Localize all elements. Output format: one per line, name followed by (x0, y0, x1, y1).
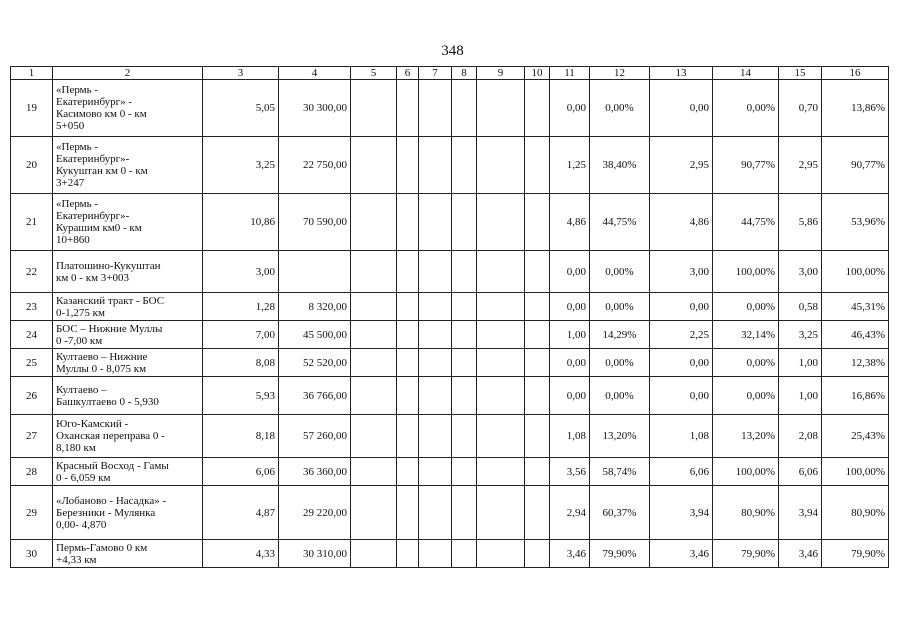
empty-cell (477, 194, 525, 251)
value-cell: 5,86 (779, 194, 822, 251)
value-cell: 8,18 (203, 415, 279, 458)
value-cell: 3,00 (779, 251, 822, 293)
col-header: 11 (550, 67, 590, 80)
value-cell: 0,00 (550, 251, 590, 293)
row-number-cell: 27 (11, 415, 53, 458)
value-cell: 1,00 (779, 349, 822, 377)
value-cell: 6,06 (779, 458, 822, 486)
empty-cell (351, 458, 397, 486)
col-header: 7 (419, 67, 452, 80)
value-cell: 29 220,00 (279, 486, 351, 540)
empty-cell (525, 415, 550, 458)
value-cell: 3,46 (550, 540, 590, 568)
row-number-cell: 21 (11, 194, 53, 251)
value-cell: 0,00 (550, 377, 590, 415)
empty-cell (351, 80, 397, 137)
empty-cell (419, 321, 452, 349)
value-cell: 58,74% (590, 458, 650, 486)
value-cell: 36 766,00 (279, 377, 351, 415)
road-name-cell: Пермь-Гамово 0 км +4,33 км (53, 540, 203, 568)
empty-cell (351, 540, 397, 568)
empty-cell (419, 415, 452, 458)
value-cell (279, 251, 351, 293)
col-header: 10 (525, 67, 550, 80)
row-number-cell: 19 (11, 80, 53, 137)
col-header: 16 (822, 67, 889, 80)
value-cell: 14,29% (590, 321, 650, 349)
page-number: 348 (441, 43, 464, 59)
table-row (11, 321, 889, 349)
value-cell: 0,00% (713, 293, 779, 321)
value-cell: 0,00% (590, 251, 650, 293)
empty-cell (525, 293, 550, 321)
empty-cell (525, 458, 550, 486)
table-row (11, 377, 889, 415)
road-name-cell: Платошино-Кукуштан км 0 - км 3+003 (53, 251, 203, 293)
road-name-cell: «Пермь - Екатеринбург»- Кукуштан км 0 - км 3+247 (53, 137, 203, 194)
empty-cell (419, 377, 452, 415)
road-name-cell: Юго-Камский - Оханская переправа 0 - 8,180 км (53, 415, 203, 458)
value-cell: 6,06 (203, 458, 279, 486)
value-cell: 1,00 (779, 377, 822, 415)
empty-cell (452, 137, 477, 194)
value-cell: 0,00% (713, 377, 779, 415)
value-cell: 16,86% (822, 377, 889, 415)
value-cell: 1,28 (203, 293, 279, 321)
empty-cell (477, 293, 525, 321)
empty-cell (419, 458, 452, 486)
empty-cell (525, 251, 550, 293)
value-cell: 3,46 (779, 540, 822, 568)
value-cell: 70 590,00 (279, 194, 351, 251)
value-cell: 100,00% (822, 458, 889, 486)
empty-cell (419, 251, 452, 293)
col-header: 4 (279, 67, 351, 80)
value-cell: 0,00 (650, 80, 713, 137)
value-cell: 1,00 (550, 321, 590, 349)
value-cell: 2,95 (650, 137, 713, 194)
value-cell: 0,70 (779, 80, 822, 137)
empty-cell (397, 415, 419, 458)
roads-table (10, 66, 889, 568)
empty-cell (525, 137, 550, 194)
value-cell: 0,00 (550, 293, 590, 321)
empty-cell (351, 251, 397, 293)
value-cell: 100,00% (713, 458, 779, 486)
empty-cell (397, 293, 419, 321)
value-cell: 3,94 (779, 486, 822, 540)
empty-cell (397, 540, 419, 568)
empty-cell (452, 377, 477, 415)
empty-cell (397, 377, 419, 415)
col-header: 2 (53, 67, 203, 80)
empty-cell (452, 293, 477, 321)
empty-cell (452, 486, 477, 540)
col-header: 13 (650, 67, 713, 80)
value-cell: 38,40% (590, 137, 650, 194)
value-cell: 32,14% (713, 321, 779, 349)
table-row (11, 80, 889, 137)
road-name-cell: «Пермь - Екатеринбург» - Касимово км 0 - км 5+050 (53, 80, 203, 137)
value-cell: 60,37% (590, 486, 650, 540)
empty-cell (351, 415, 397, 458)
col-header: 6 (397, 67, 419, 80)
empty-cell (477, 80, 525, 137)
row-number-cell: 26 (11, 377, 53, 415)
row-number-cell: 30 (11, 540, 53, 568)
value-cell: 22 750,00 (279, 137, 351, 194)
empty-cell (351, 377, 397, 415)
value-cell: 90,77% (822, 137, 889, 194)
empty-cell (397, 321, 419, 349)
empty-cell (477, 251, 525, 293)
empty-cell (397, 349, 419, 377)
value-cell: 1,08 (650, 415, 713, 458)
value-cell: 57 260,00 (279, 415, 351, 458)
empty-cell (452, 458, 477, 486)
empty-cell (452, 540, 477, 568)
table-body (11, 67, 889, 568)
value-cell: 4,86 (550, 194, 590, 251)
value-cell: 1,25 (550, 137, 590, 194)
col-header: 9 (477, 67, 525, 80)
value-cell: 5,93 (203, 377, 279, 415)
road-name-cell: Красный Восход - Гамы 0 - 6,059 км (53, 458, 203, 486)
value-cell: 0,00% (590, 293, 650, 321)
empty-cell (477, 486, 525, 540)
empty-cell (397, 458, 419, 486)
table-row (11, 415, 889, 458)
value-cell: 13,86% (822, 80, 889, 137)
value-cell: 3,56 (550, 458, 590, 486)
empty-cell (477, 321, 525, 349)
value-cell: 0,00 (650, 377, 713, 415)
value-cell: 3,00 (650, 251, 713, 293)
value-cell: 44,75% (713, 194, 779, 251)
col-header: 8 (452, 67, 477, 80)
empty-cell (525, 194, 550, 251)
empty-cell (397, 137, 419, 194)
value-cell: 0,00% (590, 349, 650, 377)
value-cell: 3,46 (650, 540, 713, 568)
value-cell: 13,20% (590, 415, 650, 458)
empty-cell (525, 486, 550, 540)
value-cell: 0,00 (550, 349, 590, 377)
empty-cell (477, 137, 525, 194)
value-cell: 10,86 (203, 194, 279, 251)
value-cell: 100,00% (822, 251, 889, 293)
road-name-cell: «Пермь - Екатеринбург»- Курашим км0 - км 10+860 (53, 194, 203, 251)
table-row (11, 458, 889, 486)
value-cell: 3,94 (650, 486, 713, 540)
value-cell: 0,00 (650, 293, 713, 321)
value-cell: 8 320,00 (279, 293, 351, 321)
value-cell: 4,33 (203, 540, 279, 568)
value-cell: 0,00% (713, 80, 779, 137)
value-cell: 2,25 (650, 321, 713, 349)
empty-cell (419, 486, 452, 540)
empty-cell (419, 194, 452, 251)
empty-cell (525, 377, 550, 415)
empty-cell (397, 194, 419, 251)
value-cell: 44,75% (590, 194, 650, 251)
empty-cell (452, 194, 477, 251)
value-cell: 79,90% (822, 540, 889, 568)
empty-cell (419, 293, 452, 321)
value-cell: 0,00% (590, 377, 650, 415)
empty-cell (351, 293, 397, 321)
value-cell: 46,43% (822, 321, 889, 349)
empty-cell (452, 415, 477, 458)
value-cell: 45,31% (822, 293, 889, 321)
empty-cell (351, 349, 397, 377)
value-cell: 2,08 (779, 415, 822, 458)
table-row (11, 540, 889, 568)
value-cell: 5,05 (203, 80, 279, 137)
empty-cell (419, 137, 452, 194)
value-cell: 0,00% (590, 80, 650, 137)
col-header: 1 (11, 67, 53, 80)
value-cell: 100,00% (713, 251, 779, 293)
col-header: 5 (351, 67, 397, 80)
empty-cell (477, 415, 525, 458)
value-cell: 7,00 (203, 321, 279, 349)
empty-cell (452, 321, 477, 349)
value-cell: 0,00 (650, 349, 713, 377)
table-row (11, 486, 889, 540)
value-cell: 0,58 (779, 293, 822, 321)
col-header: 12 (590, 67, 650, 80)
col-header: 15 (779, 67, 822, 80)
empty-cell (351, 137, 397, 194)
value-cell: 0,00 (550, 80, 590, 137)
table-row (11, 137, 889, 194)
value-cell: 36 360,00 (279, 458, 351, 486)
value-cell: 30 300,00 (279, 80, 351, 137)
empty-cell (452, 251, 477, 293)
column-number-row (11, 67, 889, 80)
empty-cell (525, 321, 550, 349)
value-cell: 2,95 (779, 137, 822, 194)
road-name-cell: Казанский тракт - БОС 0-1,275 км (53, 293, 203, 321)
value-cell: 45 500,00 (279, 321, 351, 349)
empty-cell (477, 349, 525, 377)
empty-cell (419, 349, 452, 377)
value-cell: 80,90% (822, 486, 889, 540)
row-number-cell: 20 (11, 137, 53, 194)
value-cell: 13,20% (713, 415, 779, 458)
value-cell: 3,25 (779, 321, 822, 349)
empty-cell (525, 540, 550, 568)
value-cell: 53,96% (822, 194, 889, 251)
value-cell: 3,00 (203, 251, 279, 293)
empty-cell (419, 80, 452, 137)
value-cell: 6,06 (650, 458, 713, 486)
empty-cell (477, 458, 525, 486)
empty-cell (525, 80, 550, 137)
table-row (11, 349, 889, 377)
value-cell: 8,08 (203, 349, 279, 377)
value-cell: 79,90% (713, 540, 779, 568)
empty-cell (452, 349, 477, 377)
empty-cell (477, 540, 525, 568)
value-cell: 25,43% (822, 415, 889, 458)
empty-cell (397, 486, 419, 540)
value-cell: 90,77% (713, 137, 779, 194)
row-number-cell: 29 (11, 486, 53, 540)
table-row (11, 194, 889, 251)
col-header: 3 (203, 67, 279, 80)
empty-cell (397, 80, 419, 137)
table-row (11, 293, 889, 321)
value-cell: 4,86 (650, 194, 713, 251)
value-cell: 4,87 (203, 486, 279, 540)
row-number-cell: 22 (11, 251, 53, 293)
value-cell: 80,90% (713, 486, 779, 540)
col-header: 14 (713, 67, 779, 80)
road-name-cell: Култаево – Нижние Муллы 0 - 8,075 км (53, 349, 203, 377)
empty-cell (419, 540, 452, 568)
empty-cell (351, 486, 397, 540)
row-number-cell: 24 (11, 321, 53, 349)
table-row (11, 251, 889, 293)
row-number-cell: 23 (11, 293, 53, 321)
row-number-cell: 25 (11, 349, 53, 377)
value-cell: 1,08 (550, 415, 590, 458)
empty-cell (525, 349, 550, 377)
value-cell: 3,25 (203, 137, 279, 194)
empty-cell (452, 80, 477, 137)
empty-cell (397, 251, 419, 293)
road-name-cell: «Лобаново - Насадка» - Березники - Мулянка 0,00- 4,870 (53, 486, 203, 540)
empty-cell (477, 377, 525, 415)
value-cell: 30 310,00 (279, 540, 351, 568)
road-name-cell: Култаево – Башкултаево 0 - 5,930 (53, 377, 203, 415)
value-cell: 52 520,00 (279, 349, 351, 377)
value-cell: 0,00% (713, 349, 779, 377)
empty-cell (351, 321, 397, 349)
value-cell: 79,90% (590, 540, 650, 568)
row-number-cell: 28 (11, 458, 53, 486)
empty-cell (351, 194, 397, 251)
value-cell: 2,94 (550, 486, 590, 540)
road-name-cell: БОС – Нижние Муллы 0 -7,00 км (53, 321, 203, 349)
value-cell: 12,38% (822, 349, 889, 377)
